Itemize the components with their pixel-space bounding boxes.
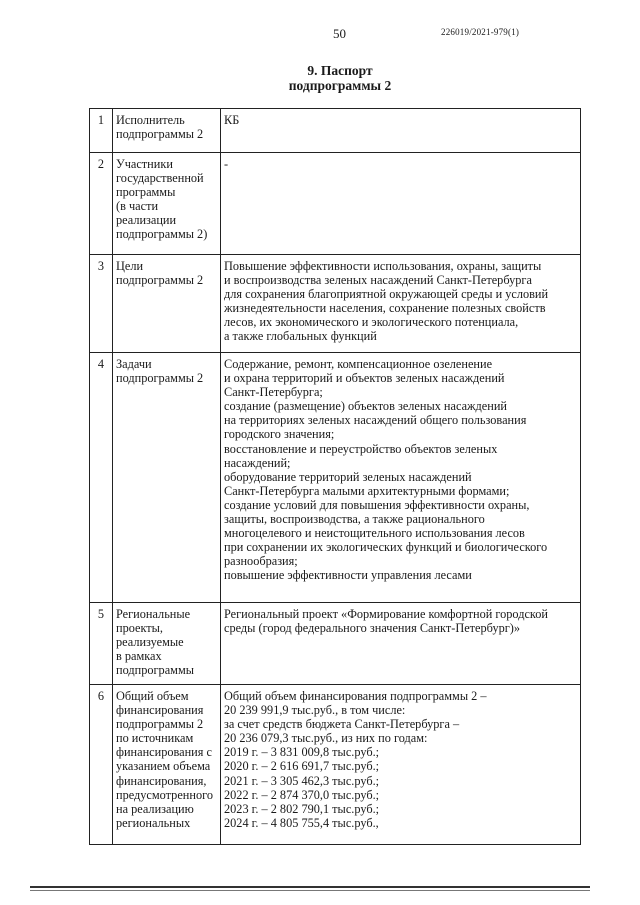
row-value bbox=[221, 109, 581, 153]
row-label-line: подпрограммы 2 bbox=[116, 717, 204, 732]
page-number: 50 bbox=[333, 26, 346, 41]
row-value-line: создание (размещение) объектов зеленых насаждений bbox=[224, 399, 507, 414]
row-label-line: предусмотренного bbox=[116, 787, 213, 802]
row-value-line: 2021 г. – 3 305 462,3 тыс.руб.; bbox=[224, 773, 380, 788]
row-value-line: КБ bbox=[224, 113, 240, 127]
row-value bbox=[221, 685, 581, 845]
row-value-line: для сохранения благоприятной окружающей среды и условий bbox=[224, 287, 549, 302]
row-value-line: за счет средств бюджета Санкт-Петербурга – bbox=[224, 717, 460, 732]
row-value-line: среды (город федерального значения Санкт-Петербург)» bbox=[224, 621, 521, 636]
table-row bbox=[90, 153, 581, 255]
row-value-line: а также глобальных функций bbox=[224, 329, 377, 344]
row-value-line: Содержание, ремонт, компенсационное озеленение bbox=[224, 357, 493, 371]
row-value-line: 20 239 991,9 тыс.руб., в том числе: bbox=[224, 703, 406, 718]
row-value-line: повышение эффективности управления лесами bbox=[224, 568, 472, 583]
row-label-line: финансирования bbox=[116, 703, 204, 718]
passport-table-body bbox=[90, 109, 581, 845]
section-title-line-2: подпрограммы 2 bbox=[288, 78, 392, 93]
row-value-line: и охрана территорий и объектов зеленых насаждений bbox=[224, 371, 505, 386]
row-value-line: жизнедеятельности населения, сохранение полезных свойств bbox=[224, 301, 546, 316]
row-label bbox=[113, 603, 221, 685]
row-label-line: проекты, bbox=[116, 621, 164, 636]
row-value-line: Санкт-Петербурга малыми архитектурными формами; bbox=[224, 483, 510, 498]
row-label-line: Общий объем bbox=[116, 689, 189, 703]
row-label-line: Исполнитель bbox=[116, 113, 185, 127]
row-value-line: восстановление и переустройство объектов зеленых bbox=[224, 441, 498, 456]
row-value bbox=[221, 153, 581, 255]
row-value-line: Общий объем финансирования подпрограммы 2 – bbox=[224, 689, 487, 703]
bottom-border-line bbox=[30, 886, 590, 888]
row-label-line: на реализацию bbox=[116, 801, 194, 816]
row-label-line: подпрограммы 2 bbox=[116, 273, 204, 288]
row-label-line: (в части bbox=[116, 199, 159, 214]
row-number: 2 bbox=[90, 153, 113, 255]
passport-table bbox=[89, 108, 581, 845]
row-label-line: по источникам bbox=[116, 731, 194, 746]
row-value-line: лесов, их экономического и экологического потенциала, bbox=[224, 315, 519, 330]
row-label-line: региональных bbox=[116, 815, 191, 830]
row-label-line: Региональные bbox=[116, 607, 191, 621]
row-value-line: Региональный проект «Формирование комфортной городской bbox=[224, 607, 548, 621]
row-value-line: 2020 г. – 2 616 691,7 тыс.руб.; bbox=[224, 759, 380, 774]
row-label-line: государственной bbox=[116, 171, 204, 186]
row-label-line: реализации bbox=[116, 213, 177, 228]
row-label-line: Цели bbox=[116, 259, 144, 273]
row-label-line: финансирования, bbox=[116, 773, 207, 788]
bottom-border-line-thin bbox=[30, 890, 590, 891]
row-label-line: финансирования с bbox=[116, 745, 212, 760]
row-value-line: Повышение эффективности использования, охраны, защиты bbox=[224, 259, 542, 273]
row-value bbox=[221, 353, 581, 603]
row-number: 3 bbox=[90, 255, 113, 353]
row-value-line: разнообразия; bbox=[224, 554, 298, 569]
row-value-line: городского значения; bbox=[224, 427, 335, 442]
table-row bbox=[90, 255, 581, 353]
row-label-line: указанием объема bbox=[116, 759, 211, 774]
row-value-line: создание условий для повышения эффективности охраны, bbox=[224, 497, 530, 512]
row-value-line: 2022 г. – 2 874 370,0 тыс.руб.; bbox=[224, 787, 380, 802]
table-row bbox=[90, 353, 581, 603]
row-label-line: подпрограммы bbox=[116, 663, 194, 678]
row-label-line: реализуемые bbox=[116, 635, 184, 650]
row-number: 1 bbox=[90, 109, 113, 153]
row-label bbox=[113, 109, 221, 153]
section-title bbox=[0, 63, 640, 93]
row-value-line: на территориях зеленых насаждений общего пользования bbox=[224, 413, 527, 428]
row-value-line: защиты, воспроизводства, а также рационального bbox=[224, 512, 485, 527]
row-label-line: подпрограммы 2 bbox=[116, 371, 204, 386]
row-label-line: в рамках bbox=[116, 649, 162, 664]
row-number: 6 bbox=[90, 685, 113, 845]
row-value-line: 20 236 079,3 тыс.руб., из них по годам: bbox=[224, 731, 428, 746]
row-value-line: и воспроизводства зеленых насаждений Санкт-Петербурга bbox=[224, 273, 532, 288]
row-label-line: Участники bbox=[116, 157, 173, 171]
row-value bbox=[221, 603, 581, 685]
table-row bbox=[90, 685, 581, 845]
document-code: 226019/2021-979(1) bbox=[441, 27, 520, 37]
row-value-line: насаждений; bbox=[224, 455, 291, 470]
row-value-line: 2023 г. – 2 802 790,1 тыс.руб.; bbox=[224, 801, 380, 816]
row-label bbox=[113, 153, 221, 255]
table-row bbox=[90, 109, 581, 153]
row-value-line: 2024 г. – 4 805 755,4 тыс.руб., bbox=[224, 815, 379, 830]
row-value-line: оборудование территорий зеленых насаждений bbox=[224, 469, 472, 484]
row-label-line: Задачи bbox=[116, 357, 152, 371]
row-label bbox=[113, 353, 221, 603]
section-title-line-1: 9. Паспорт bbox=[307, 63, 373, 78]
row-value-line: 2019 г. – 3 831 009,8 тыс.руб.; bbox=[224, 745, 380, 760]
row-label-line: программы bbox=[116, 185, 176, 200]
row-value-line: - bbox=[224, 157, 229, 171]
row-number: 5 bbox=[90, 603, 113, 685]
row-value-line: Санкт-Петербурга; bbox=[224, 385, 323, 400]
row-value bbox=[221, 255, 581, 353]
row-label-line: подпрограммы 2 bbox=[116, 127, 204, 142]
row-label-line: подпрограммы 2) bbox=[116, 227, 208, 242]
row-value-line: при сохранении их экологических функций и биологического bbox=[224, 540, 548, 555]
row-label bbox=[113, 685, 221, 845]
row-value-line: многоцелевого и неистощительного использования лесов bbox=[224, 526, 525, 541]
table-row bbox=[90, 603, 581, 685]
row-label bbox=[113, 255, 221, 353]
row-number: 4 bbox=[90, 353, 113, 603]
